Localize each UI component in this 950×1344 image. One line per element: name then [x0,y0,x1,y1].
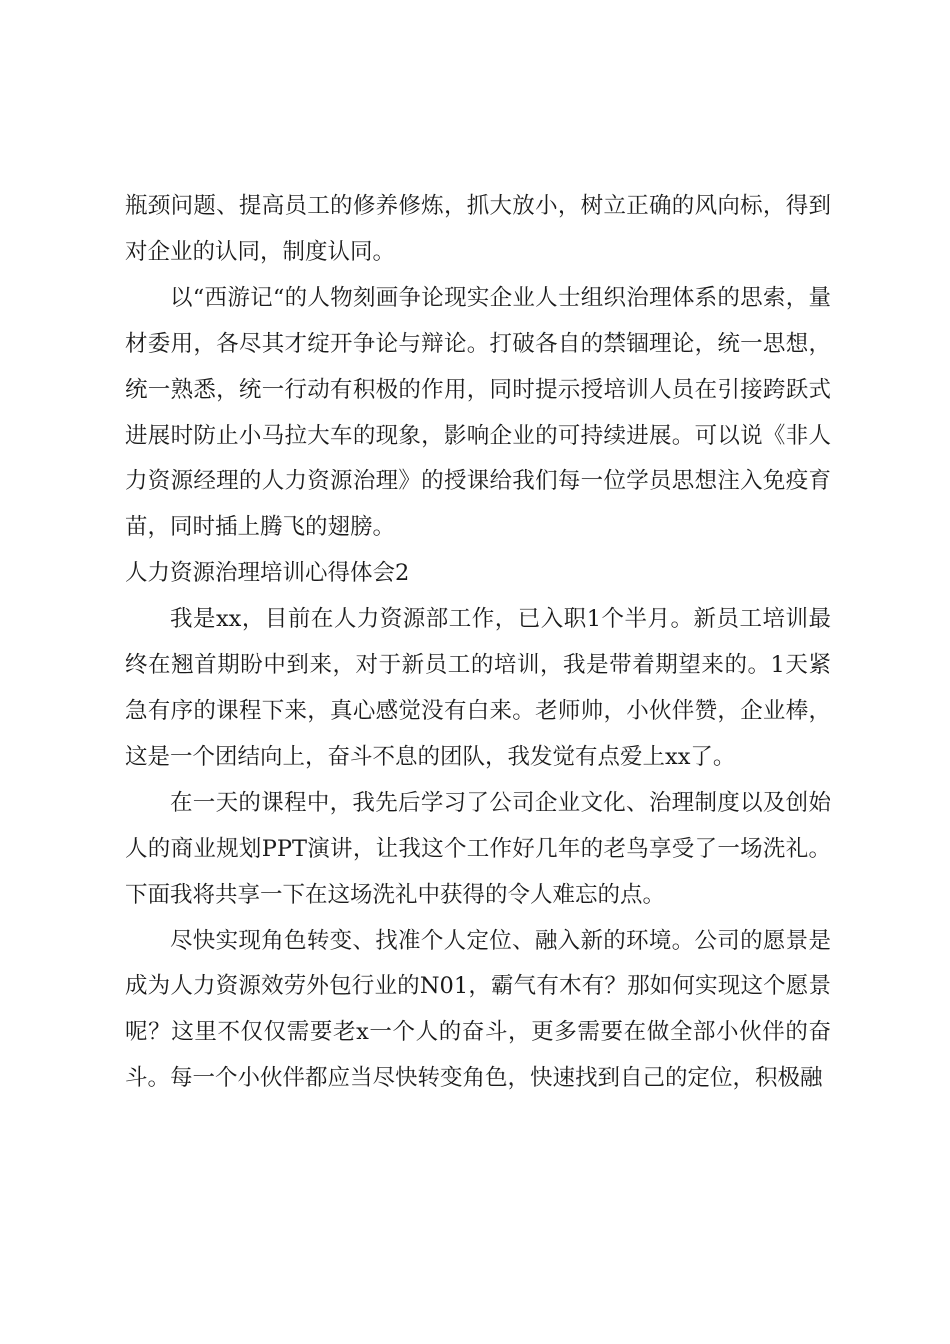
document-body [125,184,831,1102]
paragraph-continuation: 瓶颈问题、提高员工的修养修炼，抓大放小，树立正确的风向标，得到对企业的认同，制度认同。 [125,193,831,265]
paragraph-course: 在一天的课程中，我先后学习了公司企业文化、治理制度以及创始人的商业规划PPT演讲，让我这个工作好几年的老鸟享受了一场洗礼。下面我将共享一下在这场洗礼中获得的令人难忘的点。 [125,789,831,908]
paragraph-role-change: 尽快实现角色转变、找准个人定位、融入新的环境。公司的愿景是成为人力资源效劳外包行业的N01，霸气有木有？那如何实现这个愿景呢？这里不仅仅需要老x一个人的奋斗，更多需要在做全部小伙伴的奋斗。每一个小伙伴都应当尽快转变角色，快速找到自己的定位，积极融 [125,927,831,1092]
paragraph-journey-west: 以“西游记“的人物刻画争论现实企业人士组织治理体系的思索，量材委用，各尽其才绽开争论与辩论。打破各自的禁锢理论，统一思想，统一熟悉，统一行动有积极的作用，同时提示授培训人员在引接跨跃式进展时防止小马拉大车的现象，影响企业的可持续进展。可以说《非人力资源经理的人力资源治理》的授课给我们每一位学员思想注入免疫育苗，同时插上腾飞的翅膀。 [125,284,831,541]
section-title: 人力资源治理培训心得体会2 [125,560,410,587]
paragraph-intro: 我是xx，目前在人力资源部工作，已入职1个半月。新员工培训最终在翘首期盼中到来，对于新员工的培训，我是带着期望来的。1天紧急有序的课程下来，真心感觉没有白来。老师帅，小伙伴赞，企业棒，这是一个团结向上，奋斗不息的团队，我发觉有点爱上xx了。 [125,606,831,770]
